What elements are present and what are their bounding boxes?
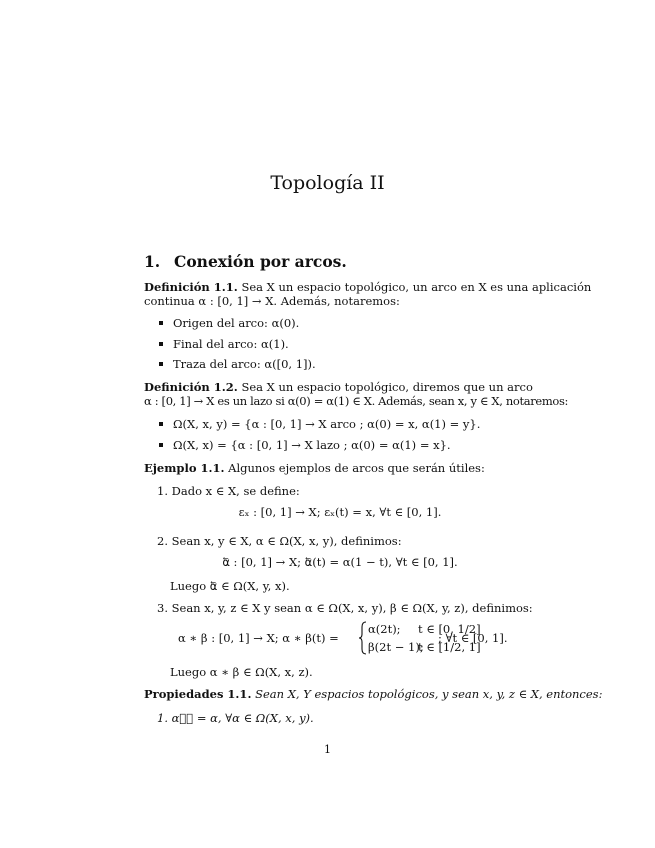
case-expression: α(2t); <box>368 622 401 636</box>
bullet-icon <box>159 443 163 447</box>
item-conclusion: Luego α⃖ ∈ Ω(X, y, x). <box>170 579 290 593</box>
enumerated-item <box>157 534 402 548</box>
piecewise-formula-left: α ∗ β : [0, 1] → X; α ∗ β(t) = <box>178 631 339 645</box>
list-item-text: Final del arco: α(1). <box>173 337 289 351</box>
left-brace-icon <box>358 621 368 655</box>
display-formula: εₓ : [0, 1] → X; εₓ(t) = x, ∀t ∈ [0, 1]. <box>238 505 442 519</box>
list-item-text: Origen del arco: α(0). <box>173 316 300 330</box>
properties-text: Sean X, Y espacios topológicos, y sean x, y, z ∈ X, entonces: <box>255 687 603 701</box>
list-item-text: Traza del arco: α([0, 1]). <box>173 357 316 371</box>
item-text: Sean x, y ∈ X, α ∈ Ω(X, x, y), definimos: <box>171 534 402 548</box>
example-label: Ejemplo 1.1. <box>144 461 225 475</box>
bullet-icon <box>159 321 163 325</box>
properties-label: Propiedades 1.1. <box>144 687 252 701</box>
section-title: Conexión por arcos. <box>174 252 347 271</box>
item-number: 2. <box>157 534 168 548</box>
definition-label: Definición 1.2. <box>144 380 238 394</box>
properties-1-1 <box>144 687 602 701</box>
list-item-text: Ω(X, x) = {α : [0, 1] → X lazo ; α(0) = α(1) = x}. <box>173 438 451 452</box>
definition-text: Sea X un espacio topológico, diremos que un arco <box>241 380 533 394</box>
item-conclusion: Luego α ∗ β ∈ Ω(X, x, z). <box>170 665 313 679</box>
definition-text: Sea X un espacio topológico, un arco en X es una aplicación <box>241 280 592 294</box>
list-item <box>159 316 299 330</box>
example-text: Algunos ejemplos de arcos que serán útiles: <box>228 461 485 475</box>
list-item-text: Ω(X, x, y) = {α : [0, 1] → X arco ; α(0) = x, α(1) = y}. <box>173 417 481 431</box>
enumerated-item <box>157 484 300 498</box>
item-number: 1. <box>157 484 168 498</box>
case-expression: β(2t − 1); <box>368 640 424 654</box>
definition-label: Definición 1.1. <box>144 280 238 294</box>
definition-1-1 <box>144 280 591 294</box>
definition-1-2 <box>144 380 533 394</box>
bullet-icon <box>159 422 163 426</box>
section-heading <box>144 252 347 271</box>
definition-text-line: continua α : [0, 1] → X. Además, notaremos: <box>144 294 400 308</box>
list-item <box>159 417 480 431</box>
properties-item: 1. α⃖⃖ = α, ∀α ∈ Ω(X, x, y). <box>157 711 314 725</box>
bullet-icon <box>159 342 163 346</box>
piecewise-formula-right: ; ∀t ∈ [0, 1]. <box>438 631 508 645</box>
case-condition: t ∈ [1/2, 1] <box>418 640 481 654</box>
section-number: 1. <box>144 252 161 271</box>
list-item <box>159 337 289 351</box>
document-title: Topología II <box>270 172 385 194</box>
item-number: 3. <box>157 601 168 615</box>
item-text: Sean x, y, z ∈ X y sean α ∈ Ω(X, x, y), β ∈ Ω(X, y, z), definimos: <box>171 601 533 615</box>
example-1-1 <box>144 461 485 475</box>
definition-text-line: α : [0, 1] → X es un lazo si α(0) = α(1) ∈ X. Además, sean x, y ∈ X, notaremos: <box>144 394 569 408</box>
enumerated-item <box>157 601 533 615</box>
list-item <box>159 438 451 452</box>
display-formula: α⃖ : [0, 1] → X; α⃖(t) = α(1 − t), ∀t ∈ [0, 1]. <box>222 555 458 569</box>
bullet-icon <box>159 362 163 366</box>
list-item <box>159 357 316 371</box>
page-number: 1 <box>324 743 331 756</box>
case-condition: t ∈ [0, 1/2] <box>418 622 481 636</box>
item-text: Dado x ∈ X, se define: <box>171 484 300 498</box>
